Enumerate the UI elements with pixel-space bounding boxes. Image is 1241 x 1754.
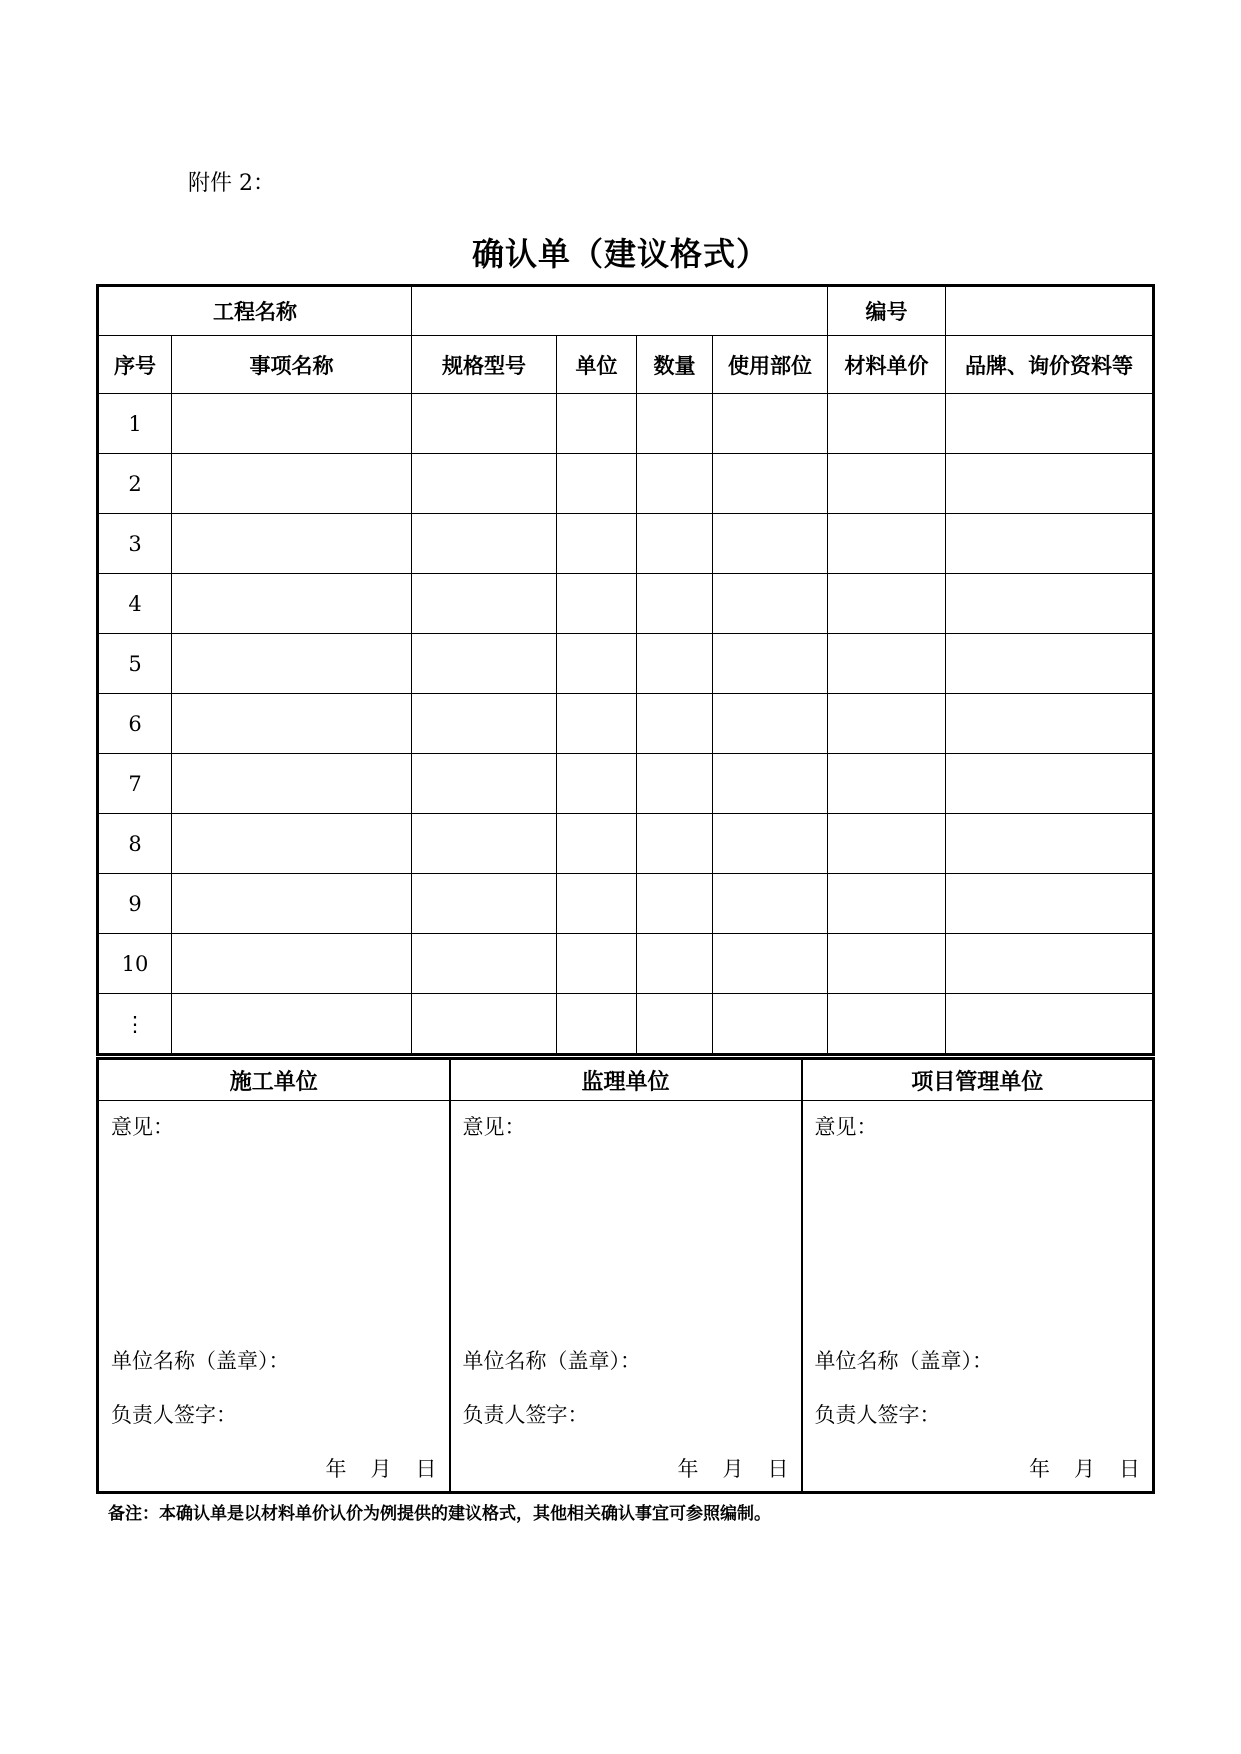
- unit-name-label: 单位名称（盖章）：: [462, 1349, 641, 1373]
- column-header: 使用部位: [713, 336, 828, 394]
- opinion-label: 意见：: [111, 1115, 174, 1139]
- table-cell[interactable]: [172, 994, 412, 1055]
- table-cell[interactable]: [713, 574, 828, 634]
- sign-cell-project-management[interactable]: [802, 1101, 1154, 1493]
- table-cell[interactable]: [172, 394, 412, 454]
- row-number: 8: [98, 814, 172, 874]
- unit-header-construction: 施工单位: [98, 1059, 450, 1101]
- table-cell[interactable]: [946, 634, 1154, 694]
- table-cell[interactable]: [412, 574, 557, 634]
- table-cell[interactable]: [637, 814, 713, 874]
- table-cell[interactable]: [557, 394, 637, 454]
- table-cell[interactable]: [946, 874, 1154, 934]
- table-cell[interactable]: [412, 694, 557, 754]
- table-row: [98, 874, 1154, 934]
- table-cell[interactable]: [946, 754, 1154, 814]
- table-cell[interactable]: [412, 514, 557, 574]
- table-cell[interactable]: [637, 574, 713, 634]
- table-cell[interactable]: [828, 634, 946, 694]
- table-cell[interactable]: [557, 814, 637, 874]
- table-cell[interactable]: [172, 874, 412, 934]
- table-cell[interactable]: [828, 454, 946, 514]
- table-cell[interactable]: [637, 874, 713, 934]
- day-label: 日: [767, 1457, 789, 1481]
- table-cell[interactable]: [557, 934, 637, 994]
- table-cell[interactable]: [557, 634, 637, 694]
- table-cell[interactable]: [828, 514, 946, 574]
- table-cell[interactable]: [557, 574, 637, 634]
- table-cell[interactable]: [557, 514, 637, 574]
- row-number: 7: [98, 754, 172, 814]
- date-line: [654, 1453, 789, 1483]
- day-label: 日: [415, 1457, 437, 1481]
- table-cell[interactable]: [412, 994, 557, 1055]
- row-number: 2: [98, 454, 172, 514]
- opinion-label: 意见：: [814, 1115, 878, 1139]
- project-name-label: 工程名称: [98, 286, 412, 336]
- opinion-label: 意见：: [462, 1115, 526, 1139]
- table-cell[interactable]: [412, 814, 557, 874]
- table-cell[interactable]: [828, 694, 946, 754]
- table-row: [98, 514, 1154, 574]
- page-title: 确认单（建议格式）: [471, 235, 769, 273]
- table-cell[interactable]: [557, 994, 637, 1055]
- unit-header-project-management: 项目管理单位: [802, 1059, 1154, 1101]
- confirmation-table: [96, 284, 1155, 1056]
- unit-name-label: 单位名称（盖章）：: [814, 1349, 993, 1373]
- table-cell[interactable]: [946, 514, 1154, 574]
- column-header: 品牌、询价资料等: [946, 336, 1154, 394]
- table-cell[interactable]: [172, 754, 412, 814]
- row-number: ⋮: [98, 994, 172, 1055]
- footnote: 备注：本确认单是以材料单价认价为例提供的建议格式，其他相关确认事宜可参照编制。: [108, 1504, 771, 1524]
- table-cell[interactable]: [172, 814, 412, 874]
- table-cell[interactable]: [713, 454, 828, 514]
- table-cell[interactable]: [172, 574, 412, 634]
- column-header: 事项名称: [172, 336, 412, 394]
- year-label: 年: [325, 1457, 347, 1481]
- table-cell[interactable]: [946, 994, 1154, 1055]
- table-cell[interactable]: [412, 454, 557, 514]
- day-label: 日: [1119, 1457, 1140, 1481]
- table-cell[interactable]: [557, 754, 637, 814]
- table-row: [98, 634, 1154, 694]
- table-row: [98, 994, 1154, 1055]
- table-cell[interactable]: [828, 874, 946, 934]
- table-cell[interactable]: [172, 694, 412, 754]
- table-cell[interactable]: [946, 394, 1154, 454]
- month-label: 月: [1074, 1457, 1095, 1481]
- table-cell[interactable]: [713, 814, 828, 874]
- table-cell[interactable]: [713, 754, 828, 814]
- table-row: [98, 574, 1154, 634]
- row-number: 10: [98, 934, 172, 994]
- signature-table: [96, 1057, 1155, 1494]
- table-row: [98, 814, 1154, 874]
- table-cell[interactable]: [713, 394, 828, 454]
- table-cell[interactable]: [172, 514, 412, 574]
- table-cell[interactable]: [828, 394, 946, 454]
- month-label: 月: [722, 1457, 744, 1481]
- unit-header-supervision: 监理单位: [450, 1059, 802, 1101]
- sign-row: [98, 1101, 1154, 1493]
- table-cell[interactable]: [637, 994, 713, 1055]
- table-row: [98, 694, 1154, 754]
- table-cell[interactable]: [412, 634, 557, 694]
- signer-label: 负责人签字：: [814, 1403, 941, 1427]
- attachment-label: 附件 2：: [188, 171, 275, 196]
- table-cell[interactable]: [713, 874, 828, 934]
- table-cell[interactable]: [828, 814, 946, 874]
- signer-label: 负责人签字：: [111, 1403, 237, 1427]
- row-number: 3: [98, 514, 172, 574]
- table-row: [98, 934, 1154, 994]
- table-cell[interactable]: [713, 934, 828, 994]
- project-number-label: 编号: [828, 286, 946, 336]
- project-row: [98, 286, 1154, 336]
- project-number-value[interactable]: [946, 286, 1154, 336]
- column-header: 序号: [98, 336, 172, 394]
- table-cell[interactable]: [713, 514, 828, 574]
- table-cell[interactable]: [637, 754, 713, 814]
- column-header: 材料单价: [828, 336, 946, 394]
- column-header-row: [98, 336, 1154, 394]
- date-line: [302, 1453, 437, 1483]
- table-cell[interactable]: [557, 874, 637, 934]
- table-cell[interactable]: [172, 454, 412, 514]
- table-cell[interactable]: [713, 694, 828, 754]
- table-cell[interactable]: [637, 394, 713, 454]
- table-cell[interactable]: [412, 934, 557, 994]
- table-cell[interactable]: [946, 574, 1154, 634]
- table-cell[interactable]: [946, 694, 1154, 754]
- table-row: [98, 754, 1154, 814]
- table-cell[interactable]: [412, 754, 557, 814]
- table-cell[interactable]: [557, 454, 637, 514]
- signer-label: 负责人签字：: [462, 1403, 589, 1427]
- row-number: 9: [98, 874, 172, 934]
- table-cell[interactable]: [557, 694, 637, 754]
- row-number: 1: [98, 394, 172, 454]
- table-cell[interactable]: [412, 874, 557, 934]
- sign-cell-supervision[interactable]: [450, 1101, 802, 1493]
- sign-cell-construction[interactable]: [98, 1101, 450, 1493]
- row-number: 4: [98, 574, 172, 634]
- month-label: 月: [370, 1457, 392, 1481]
- year-label: 年: [677, 1457, 699, 1481]
- column-header: 数量: [637, 336, 713, 394]
- year-label: 年: [1029, 1457, 1050, 1481]
- table-row: [98, 394, 1154, 454]
- project-name-value[interactable]: [412, 286, 828, 336]
- unit-header-row: [98, 1059, 1154, 1101]
- table-cell[interactable]: [828, 574, 946, 634]
- table-cell[interactable]: [828, 934, 946, 994]
- table-cell[interactable]: [637, 934, 713, 994]
- table-cell[interactable]: [172, 634, 412, 694]
- column-header: 单位: [557, 336, 637, 394]
- table-cell[interactable]: [637, 694, 713, 754]
- table-cell[interactable]: [946, 934, 1154, 994]
- table-cell[interactable]: [946, 814, 1154, 874]
- table-cell[interactable]: [828, 994, 946, 1055]
- table-cell[interactable]: [172, 934, 412, 994]
- table-cell[interactable]: [946, 454, 1154, 514]
- row-number: 6: [98, 694, 172, 754]
- table-cell[interactable]: [637, 514, 713, 574]
- date-line: [1005, 1453, 1140, 1483]
- table-cell[interactable]: [412, 394, 557, 454]
- table-row: [98, 454, 1154, 514]
- table-cell[interactable]: [828, 754, 946, 814]
- table-cell[interactable]: [713, 994, 828, 1055]
- row-number: 5: [98, 634, 172, 694]
- table-cell[interactable]: [637, 634, 713, 694]
- unit-name-label: 单位名称（盖章）：: [111, 1349, 290, 1373]
- table-cell[interactable]: [713, 634, 828, 694]
- column-header: 规格型号: [412, 336, 557, 394]
- table-cell[interactable]: [637, 454, 713, 514]
